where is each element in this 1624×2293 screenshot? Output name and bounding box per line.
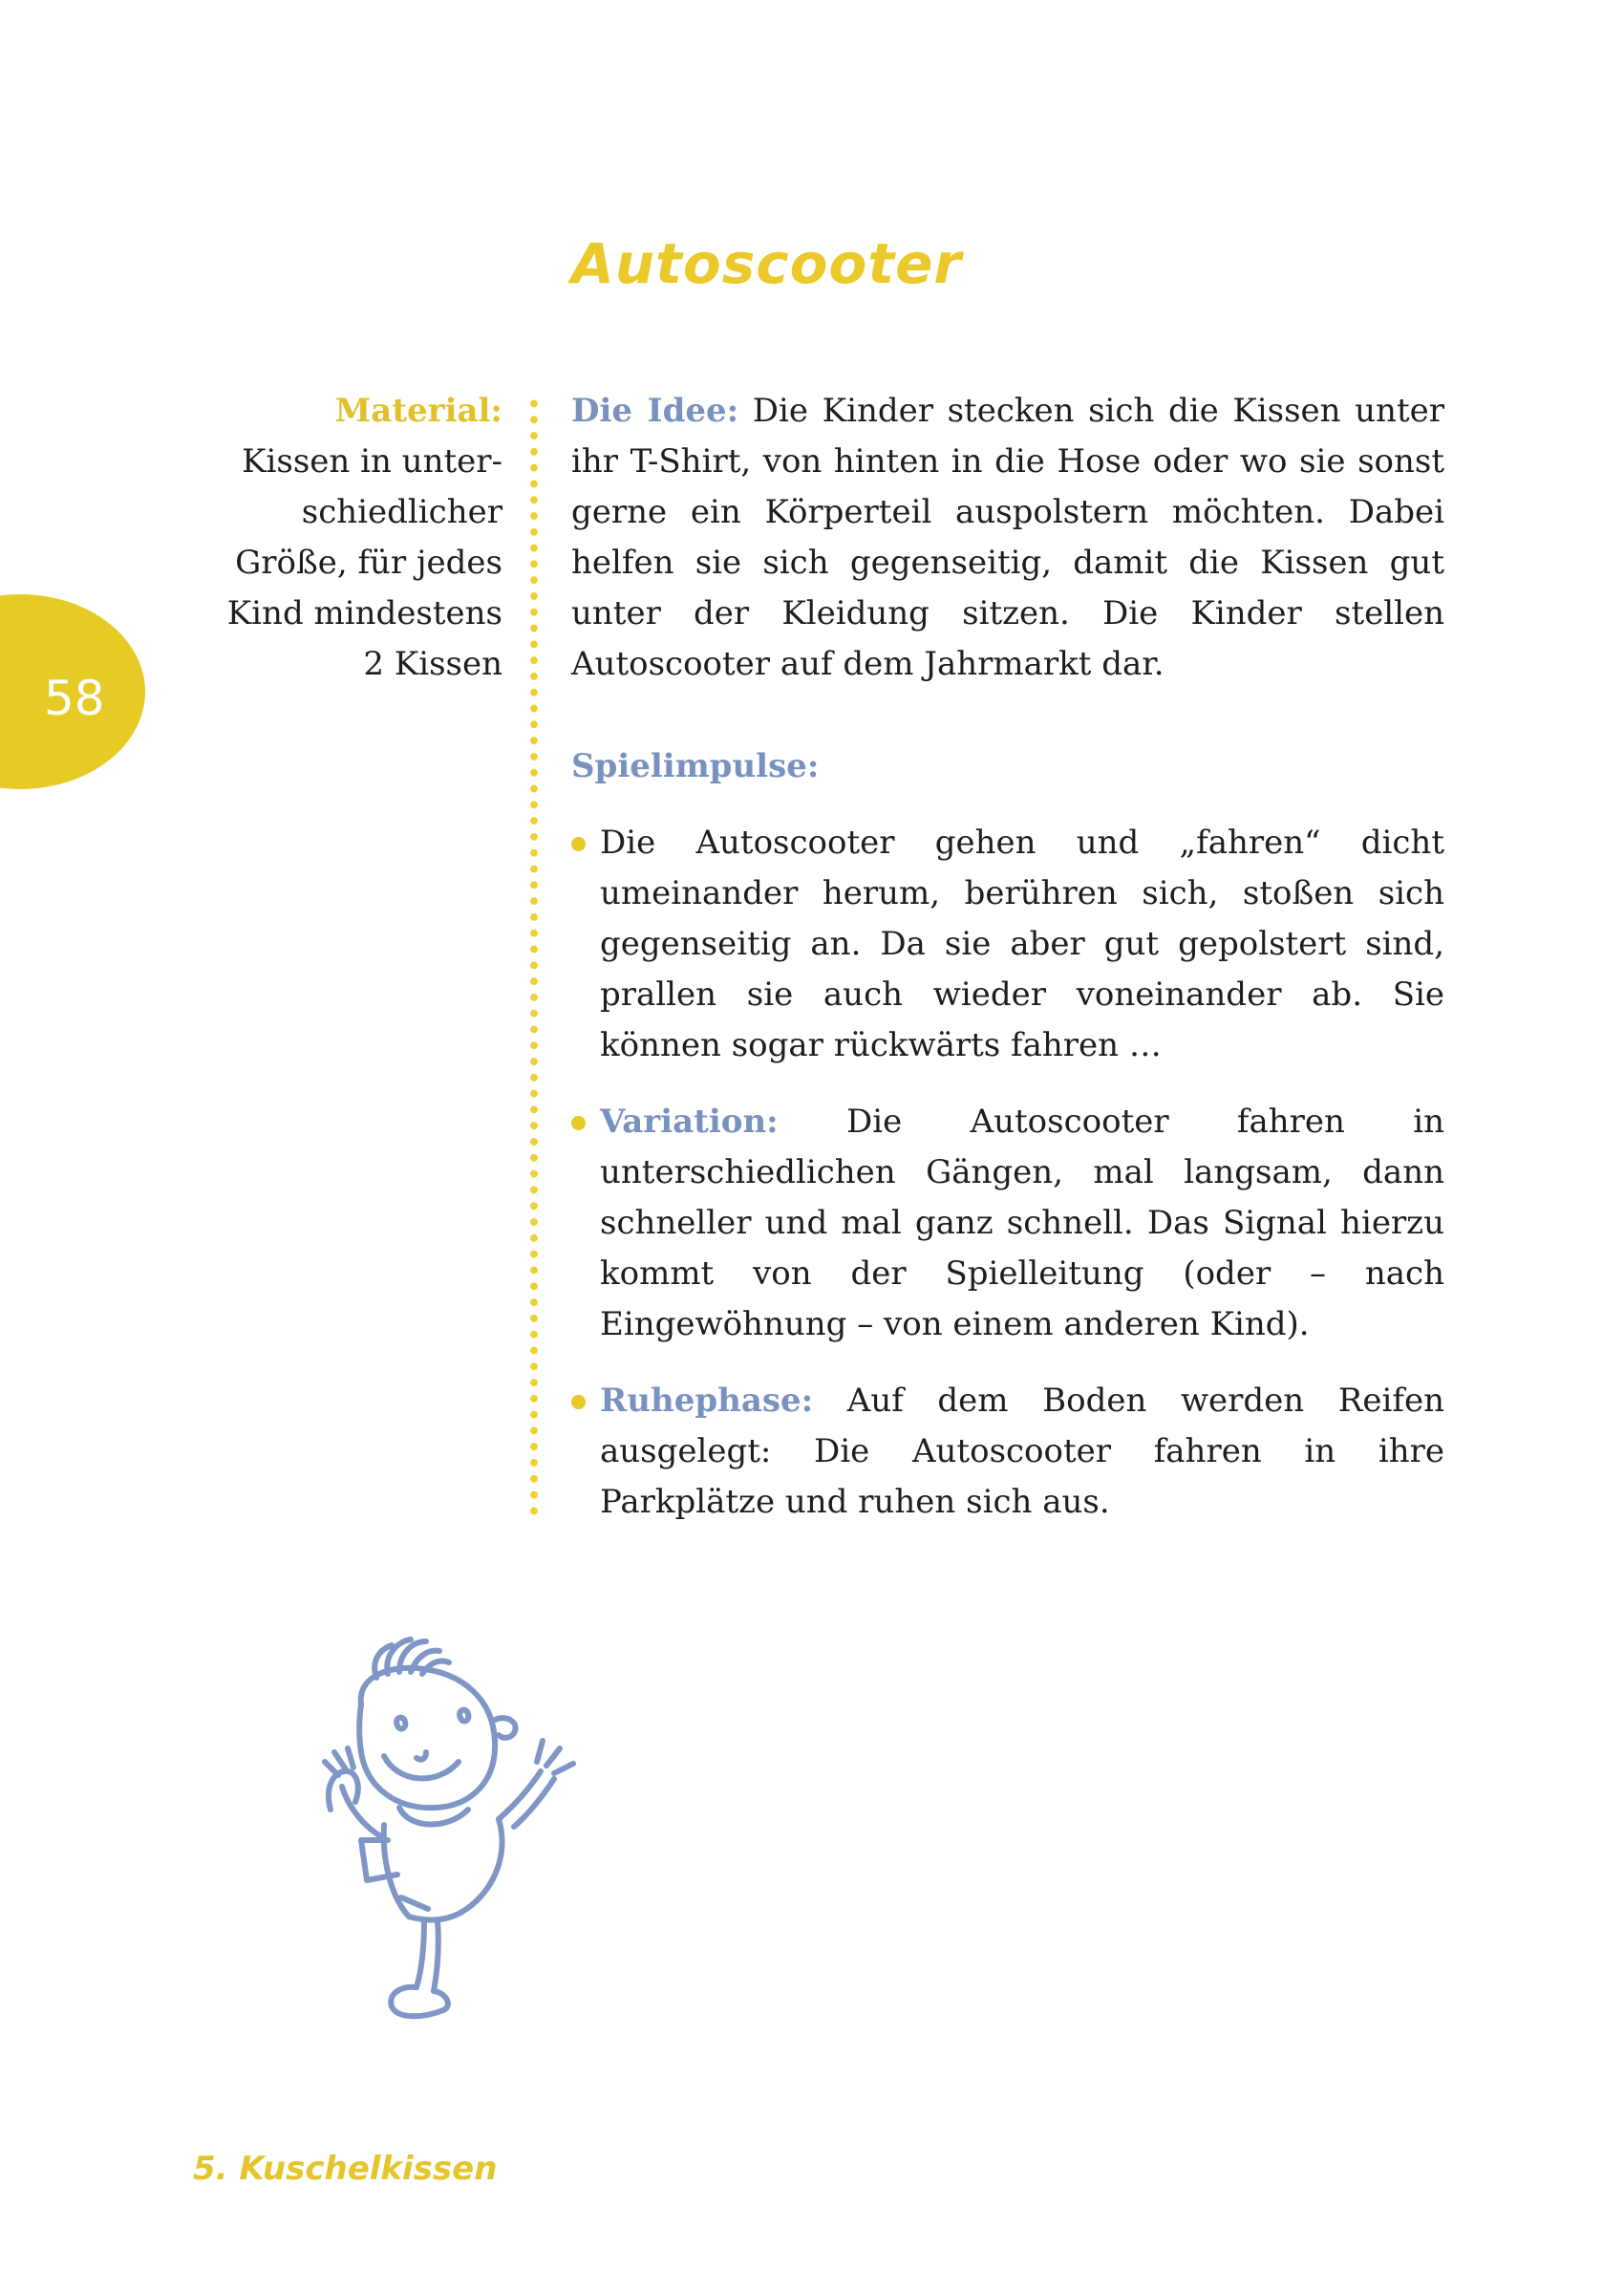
- bullet-dot-icon: [571, 1395, 586, 1409]
- idea-text: Die Kinder stecken sich die Kissen unter ihr T-Shirt, von hinten in die Hose oder wo sie sonst gerne ein Körperteil auspolstern möchten. Dabei helfen sie sich gegenseitig, damit die Kissen gut unter der Kleidung sitzen. Die Kinder stellen Autoscooter auf dem Jahrmarkt dar.: [571, 392, 1444, 683]
- material-label: Material:: [334, 392, 502, 430]
- material-sidebar: [143, 386, 502, 690]
- main-content: [571, 386, 1444, 1554]
- impulse-label: Ruhephase:: [600, 1382, 814, 1420]
- impulse-label: Variation:: [600, 1103, 779, 1141]
- list-item: [571, 1097, 1444, 1350]
- material-line: Kind mindestens: [226, 594, 502, 632]
- bullet-dot-icon: [571, 1116, 586, 1130]
- dotted-divider: [529, 396, 539, 1521]
- child-drawing-icon: [304, 1618, 604, 2029]
- impulse-text: Die Autoscooter gehen und „fahren“ dicht umeinander herum, berühren sich, stoßen sich gegenseitig an. Da sie aber gut gepolstert sind, prallen sie auch wieder voneinander ab. Sie können sogar rückwärts fahren …: [600, 824, 1444, 1064]
- impulses-heading: Spielimpulse:: [571, 747, 820, 785]
- list-item: [571, 1376, 1444, 1528]
- idea-label: Die Idee:: [571, 392, 739, 430]
- material-line: schiedlicher: [301, 493, 502, 531]
- impulse-text: Die Autoscooter fahren in unterschiedlichen Gängen, mal langsam, dann schneller und mal ganz schnell. Das Signal hierzu kommt von der Spielleitung (oder – nach Eingewöhnung – von einem anderen Kind).: [600, 1103, 1444, 1343]
- impulse-text: Auf dem Boden werden Reifen ausgelegt: Die Autoscooter fahren in ihre Parkplätze und ruhen sich aus.: [600, 1382, 1444, 1521]
- material-line: 2 Kissen: [363, 645, 502, 683]
- bullet-dot-icon: [571, 837, 586, 851]
- chapter-footer: 5. Kuschelkissen: [193, 2150, 498, 2188]
- page-number: 58: [44, 671, 105, 726]
- material-line: Größe, für jedes: [235, 544, 502, 582]
- impulses-list: [571, 818, 1444, 1528]
- page-title: Autoscooter: [571, 231, 963, 296]
- list-item: [571, 818, 1444, 1071]
- material-line: Kissen in unter-: [242, 442, 502, 481]
- idea-paragraph: [571, 386, 1444, 690]
